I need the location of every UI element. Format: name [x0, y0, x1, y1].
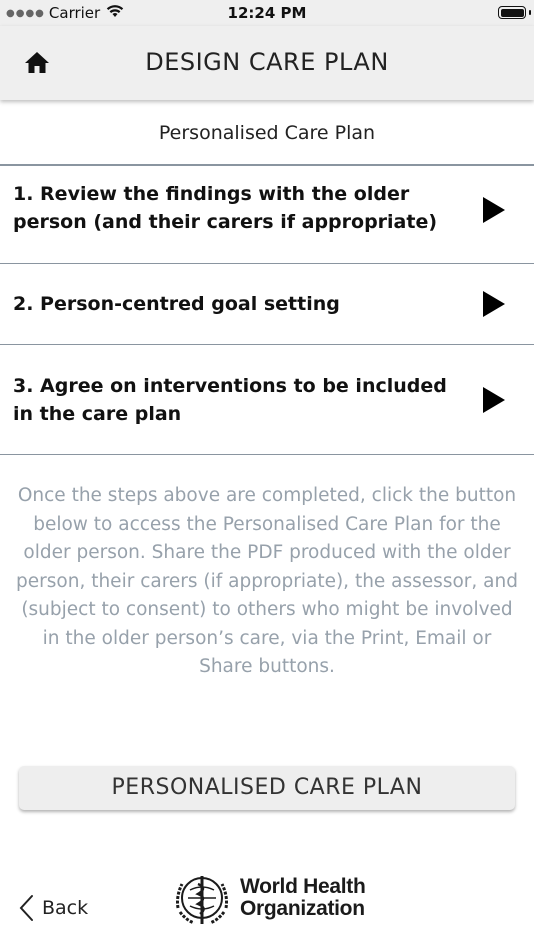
battery-cap [529, 10, 531, 15]
who-line-2: Organization [240, 897, 365, 920]
back-label: Back [42, 897, 89, 919]
back-button[interactable] [18, 894, 88, 922]
step-label: 2. Person-centred goal setting [13, 293, 340, 315]
play-icon [483, 387, 505, 413]
signal-icon: ●●●● [6, 7, 45, 19]
page-title: DESIGN CARE PLAN [145, 48, 389, 76]
app-header [0, 26, 534, 100]
step-label: 1. Review the findings with the older person (and their carers if appropriate) [13, 183, 438, 233]
battery-icon [498, 6, 526, 19]
play-icon [483, 197, 505, 223]
section-subtitle: Personalised Care Plan [0, 100, 534, 166]
footer [0, 860, 534, 950]
play-icon [483, 291, 505, 317]
who-line-1: World Health [240, 875, 366, 898]
step-label: 3. Agree on interventions to be included in the care plan [13, 375, 447, 425]
step-goal-setting[interactable] [0, 264, 534, 345]
personalised-care-plan-button[interactable]: PERSONALISED CARE PLAN [19, 766, 515, 810]
status-time: 12:24 PM [227, 4, 307, 22]
step-review-findings[interactable] [0, 166, 534, 264]
step-agree-interventions[interactable] [0, 345, 534, 455]
chevron-left-icon [18, 894, 34, 922]
who-emblem-icon [172, 868, 232, 928]
who-wordmark [240, 876, 366, 920]
carrier-label: Carrier [48, 4, 101, 22]
status-bar [0, 0, 534, 26]
who-logo [172, 868, 366, 928]
instructions-text: Once the steps above are completed, click the button below to access the Personalised Care Plan for the older person. Share the PDF produced with the older person, their carers (if appropriate), the assessor, and (subject to consent) to others who might be involved in the older person’s care, via the Print, Email or Share buttons. [16, 485, 518, 677]
